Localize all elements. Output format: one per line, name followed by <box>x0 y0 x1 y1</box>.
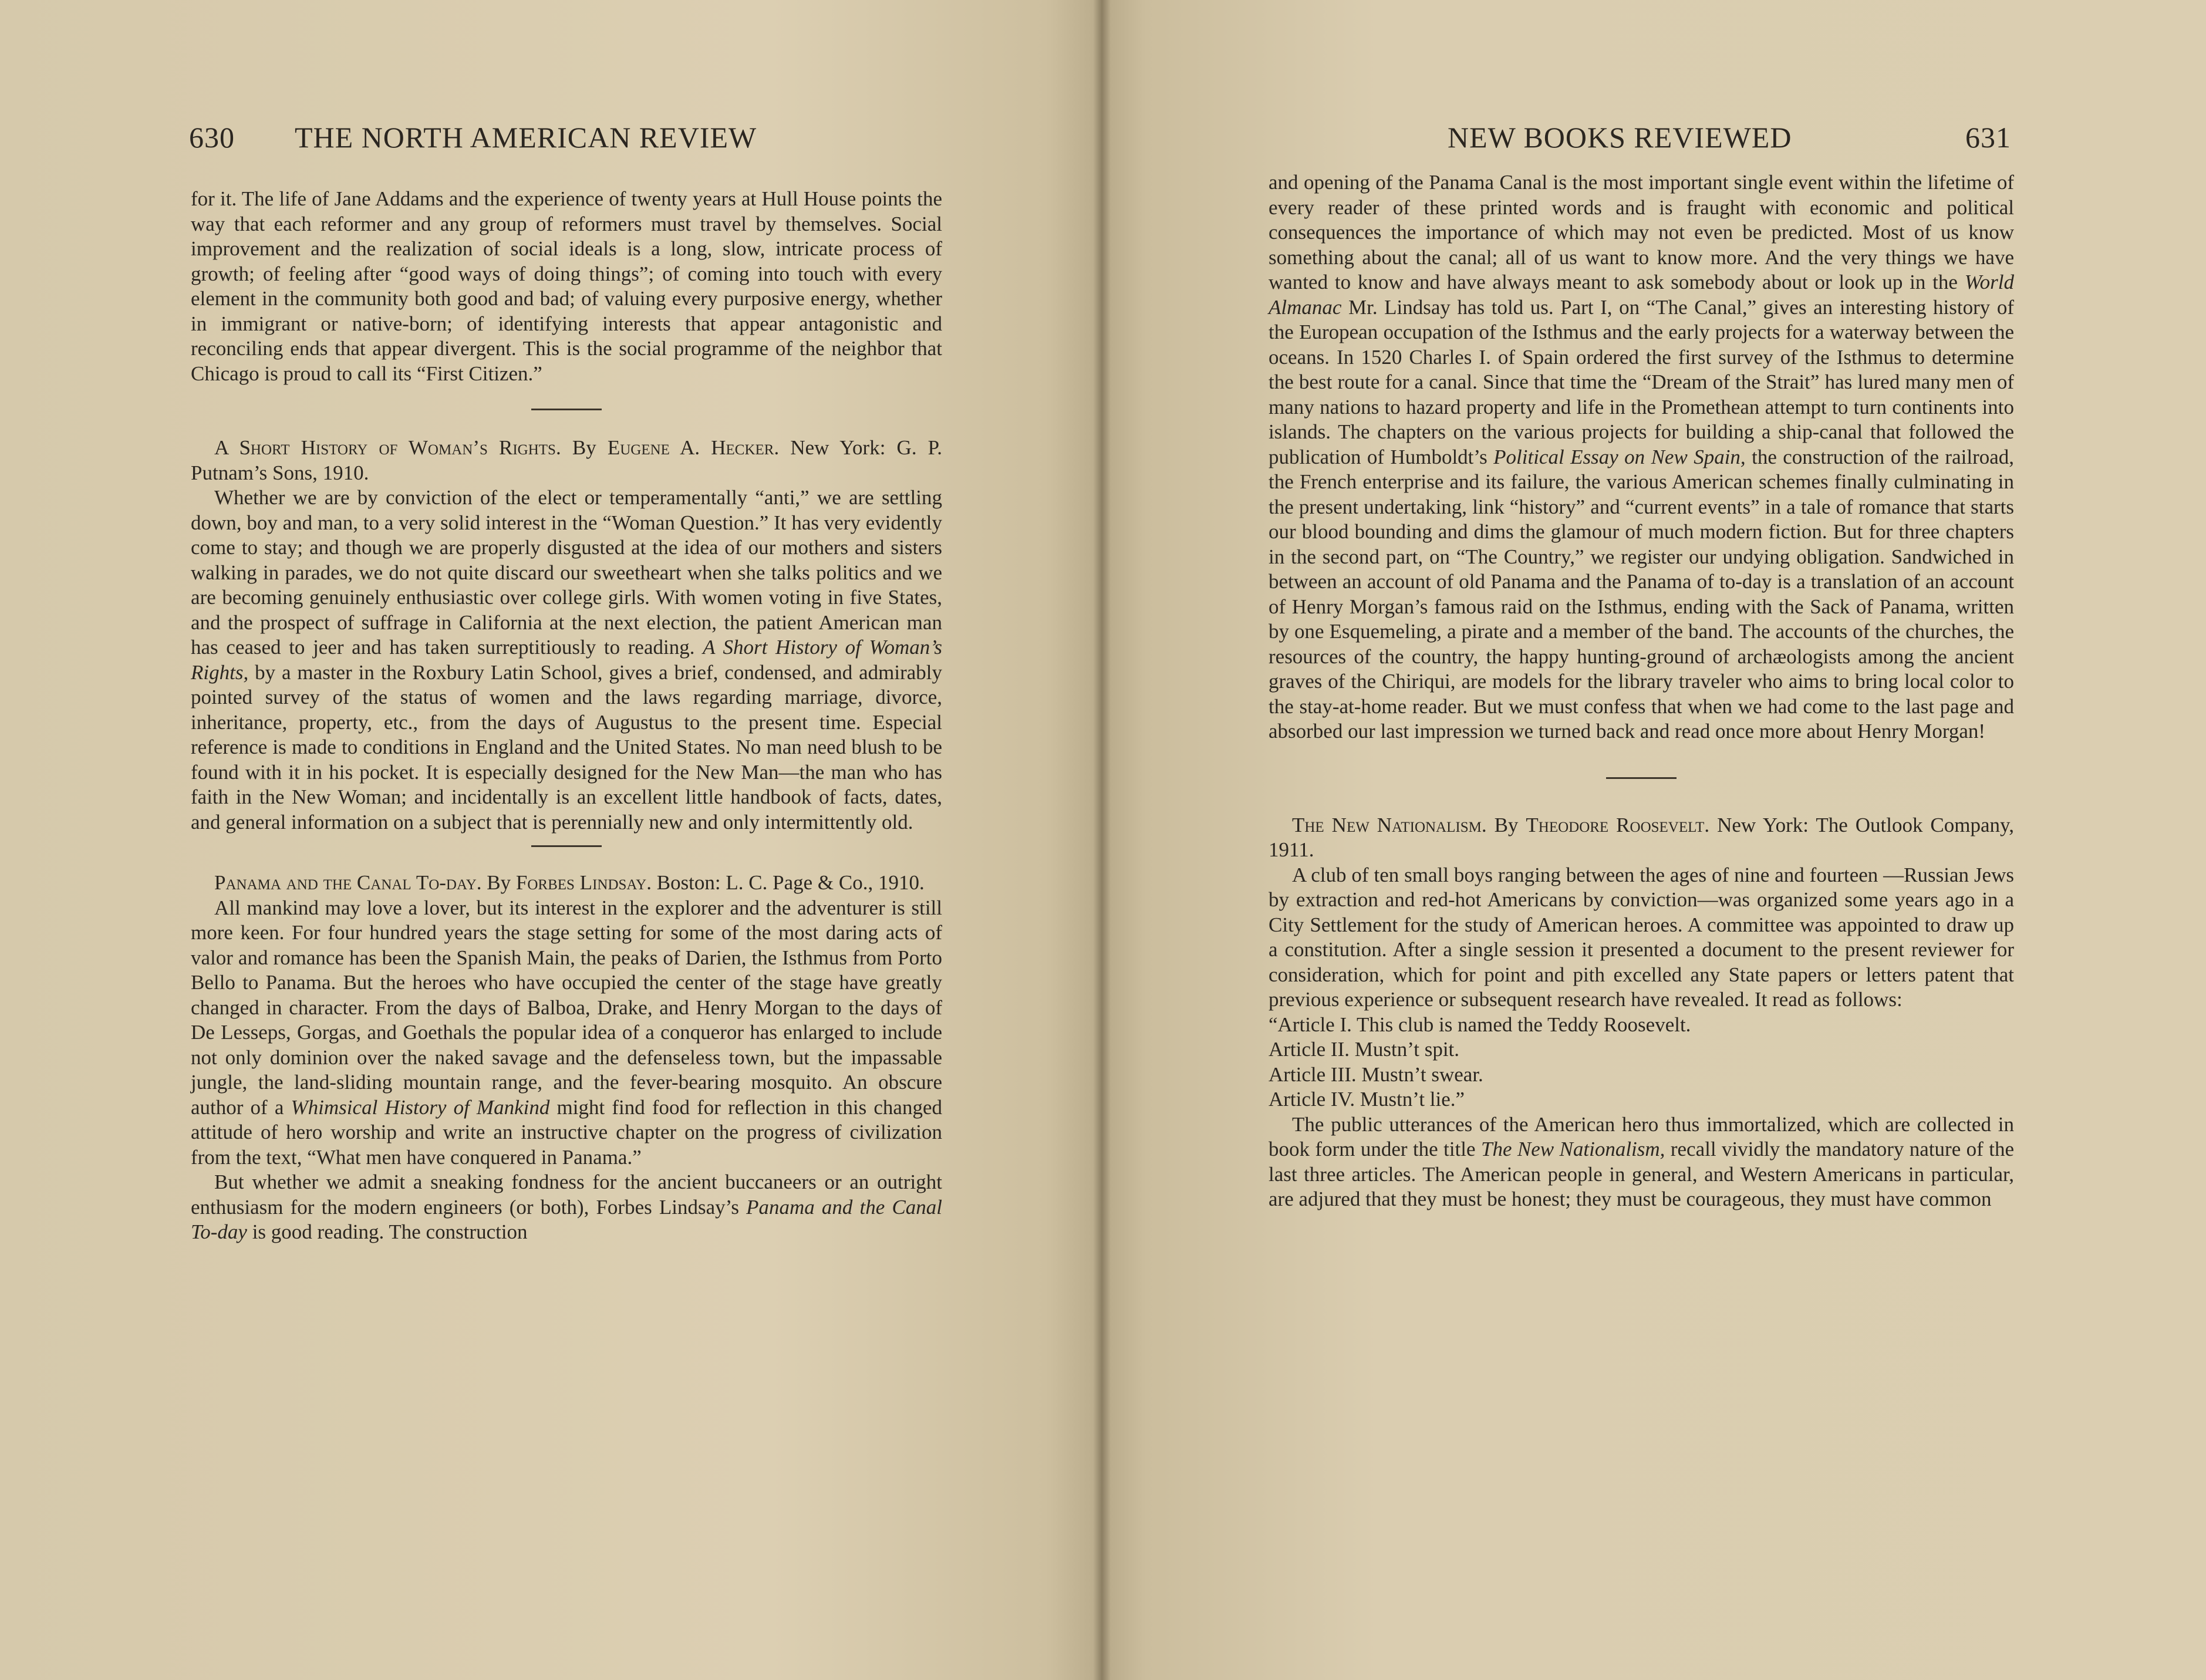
article-line: Article III. Mustn’t swear. <box>1269 1062 1483 1086</box>
text-span: the construction of the railroad, the French enterprise and its failure, the various American schemes finally culminating in the present undertaking, link “history” and “current events” in a tale of romance that starts our blood bounding and dims the glamour of much modern fiction. But for three chapters in the second part, on “The Country,” we register our undying obligation. Sandwiched in between an account of old Panama and the Panama of to-day is a translation of an account of Henry Morgan’s famous raid on the Isthmus, ending with the Sack of Panama, written by one Esquemeling, a pirate and a member of the band. The accounts of the churches, the resources of the country, the happy hunting-ground of archæologists among the ancient graves of the Chiriqui, are models for the library traveler who aims to bring local color to the stay-at-home reader. But we must confess that when we had come to the last page and absorbed our last impression we turned back and read once more about Henry Morgan! <box>1269 445 2015 743</box>
left-running-head <box>189 120 940 161</box>
left-page-number: 630 <box>189 121 235 154</box>
right-page-number: 631 <box>1965 121 2011 154</box>
by-label: By <box>1494 813 1519 836</box>
text-span: But whether we admit a sneaking fondness for the ancient buccaneers or an outright enthusiasm for the modern engineers (or both), Forbes Lindsay’s <box>191 1170 942 1219</box>
article-line: Article II. Mustn’t spit. <box>1269 1038 1460 1061</box>
italic-title: A Short History of Woman’s Rights, <box>191 636 943 684</box>
book-author: Forbes Lindsay. <box>515 871 652 894</box>
article-line: Article IV. Mustn’t lie.” <box>1269 1088 1465 1111</box>
intro-paragraph: for it. The life of Jane Addams and the experience of twenty years at Hull House points the way that each reformer and any group of reformers must travel by themselves. Social improvement and the realization of social ideals is a long, slow, intricate process of growth; of feeling after “good ways of doing things”; of coming into touch with every element in the community both good and bad; of valuing every purposive energy, whether in immigrant or native-born; of identifying interests that appear antagonistic and reconciling ends that appear divergent. This is the social programme of the neighbor that Chicago is proud to call its “First Citizen.” <box>191 187 942 385</box>
right-page <box>1101 0 2206 1680</box>
italic-title: World Almanac <box>1269 271 2014 319</box>
review-heading-panama <box>191 871 942 896</box>
left-running-title: THE NORTH AMERICAN REVIEW <box>295 121 757 154</box>
review-paragraph <box>191 896 942 1170</box>
book-gutter <box>1093 0 1111 1680</box>
italic-title: Political Essay on New Spain, <box>1493 445 1746 468</box>
right-running-title: NEW BOOKS REVIEWED <box>1448 121 1792 154</box>
article-line: “Article I. This club is named the Teddy Roosevelt. <box>1269 1013 1691 1036</box>
review-paragraph <box>1269 1112 2014 1212</box>
text-span: is good reading. The construction <box>252 1220 528 1243</box>
right-running-head <box>1448 120 2011 161</box>
text-span: The public utterances of the American hero thus immortalized, which are collected in book form under the title <box>1269 1112 2014 1161</box>
book-title: A Short History of Woman’s Rights. <box>214 436 561 459</box>
book-author: Eugene A. Hecker. <box>607 436 780 459</box>
left-page <box>0 0 1101 1680</box>
left-text-column <box>191 187 942 1245</box>
book-imprint: New York: G. P. Putnam’s Sons, 1910. <box>191 436 943 484</box>
text-span: Mr. Lindsay has told us. Part I, on “The Canal,” gives an interesting history of the European occupation of the Isthmus and the early projects for a waterway between the oceans. In 1520 Charles I. of Spain ordered the first survey of the Isthmus to determine the best route for a canal. Since that time the “Dream of the Strait” has lured many men of many nations to hazard property and life in the Promethean attempt to turn continents into islands. The chapters on the various projects for building a ship-canal that followed the publication of Humboldt’s <box>1269 295 2014 468</box>
right-text-column <box>1269 170 2014 1212</box>
continuation-paragraph <box>1269 170 2014 744</box>
italic-title: The New Nationalism, <box>1480 1138 1665 1161</box>
text-span: All mankind may love a lover, but its interest in the explorer and the adventurer is still more keen. For four hundred years the stage setting for some of the most daring acts of valor and romance has been the Spanish Main, the peaks of Darien, the Isthmus from Porto Bello to Panama. But the heroes who have occupied the center of the stage have greatly changed in character. From the days of Balboa, Drake, and Henry Morgan to the days of De Lesseps, Gorgas, and Goethals the popular idea of a conqueror has enlarged to include not only dominion over the naked savage and the defenseless town, but the impassable jungle, the land-sliding mountain range, and the fever-bearing mosquito. An obscure author of a <box>191 896 942 1119</box>
text-span: and opening of the Panama Canal is the most important single event within the lifetime of every reader of these printed words and is fraught with economic and political consequences the importance of which may not even be predicted. Most of us know something about the canal; all of us want to know more. And the very things we have wanted to know and have always meant to ask somebody about or look up in the <box>1269 171 2014 294</box>
by-label: By <box>572 436 596 459</box>
italic-title: Whimsical History of Mankind <box>291 1095 550 1119</box>
review-paragraph <box>191 485 942 835</box>
text-span: by a master in the Roxbury Latin School, gives a brief, condensed, and admirably pointed survey of the status of women and the laws regarding marriage, divorce, inheritance, property, etc., from the days of Augustus to the present time. Especial reference is made to conditions in England and the United States. No man need blush to be found with it in his pocket. It is especially designed for the New Man—the man who has faith in the New Woman; and incidentally is an excellent little handbook of facts, dates, and general information on a subject that is perennially new and only intermittently old. <box>191 660 943 834</box>
book-title: The New Nationalism. <box>1292 813 1487 836</box>
review-heading-new-nationalism <box>1269 813 2014 863</box>
review-heading-woman-rights <box>191 436 942 485</box>
text-span: recall vividly the mandatory nature of the last three articles. The American people in general, and Western Americans in particular, are adjured that they must be honest; they must be courageous, they must have common <box>1269 1138 2014 1210</box>
review-paragraph <box>191 1170 942 1245</box>
book-title: Panama and the Canal To-day. <box>214 871 482 894</box>
text-span: Whether we are by conviction of the elect or temperamentally “anti,” we are settling down, boy and man, to a very solid interest in the “Woman Question.” It has very evidently come to stay; and though we are properly disgusted at the idea of our mothers and sisters walking in parades, we do not quite discard our sweetheart when she talks politics and we are becoming genuinely enthusiastic over college girls. With women voting in five States, and the prospect of suffrage in California at the next election, the patient American man has ceased to jeer and has taken surreptitiously to reading. <box>191 486 942 659</box>
by-label: By <box>487 871 511 894</box>
book-imprint: Boston: L. C. Page & Co., 1910. <box>656 871 925 894</box>
text-span: might find food for reflection in this changed attitude of hero worship and write an instructive chapter on the progress of civilization from the text, “What men have conquered in Panama.” <box>191 1095 942 1169</box>
review-paragraph: A club of ten small boys ranging between the ages of nine and fourteen —Russian Jews by extraction and red-hot Americans by conviction—was organized some years ago in a City Settlement for the study of American heroes. A committee was appointed to draw up a constitution. After a single session it presented a document to the present reviewer for consideration, which for point and pith excelled any State papers or letters patent that previous experience or subsequent research have revealed. It read as follows: <box>1269 863 2014 1011</box>
book-author: Theodore Roosevelt. <box>1526 813 1710 836</box>
book-imprint: New York: The Outlook Company, 1911. <box>1269 813 2014 861</box>
italic-title: Panama and the Canal To-day <box>191 1195 943 1243</box>
